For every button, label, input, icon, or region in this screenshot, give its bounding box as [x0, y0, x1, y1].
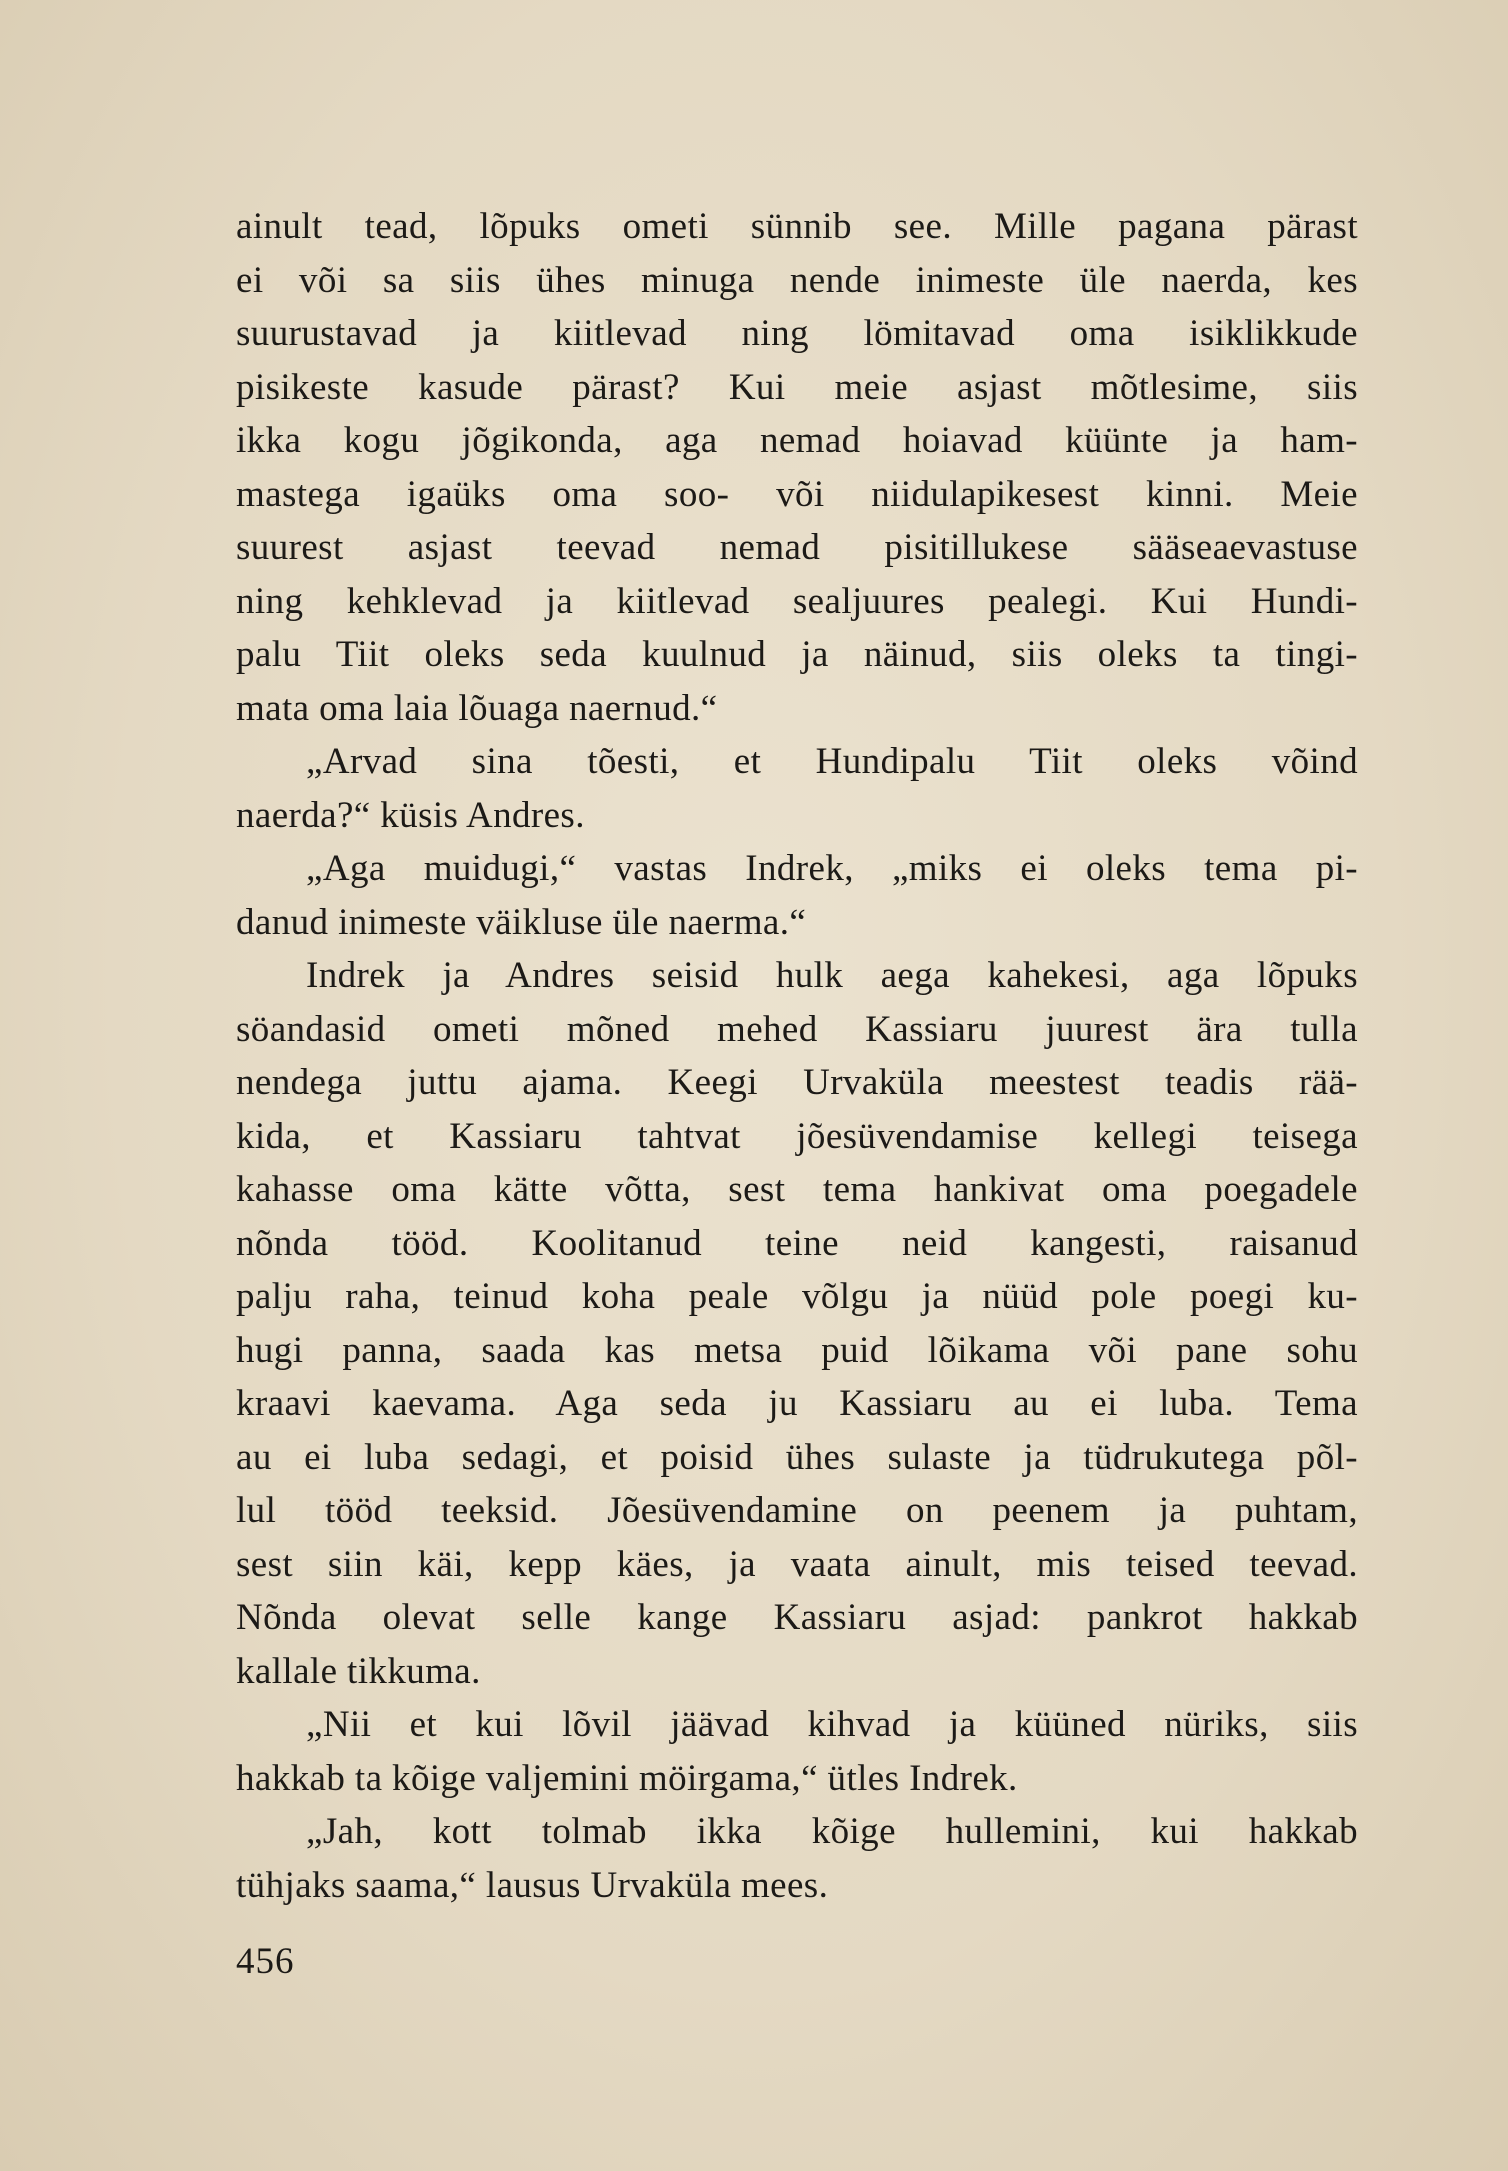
text-line: sest siin käi, kepp käes, ja vaata ainult, mis teised teevad. [236, 1543, 1358, 1585]
text-line: mata oma laia lõuaga naernud.“ [236, 687, 718, 729]
text-line: ikka kogu jõgikonda, aga nemad hoiavad küünte ja ham- [236, 420, 1358, 461]
text-line: lul tööd teeksid. Jõesüvendamine on peenem ja puhtam, [236, 1490, 1358, 1531]
text-line: palju raha, teinud koha peale võlgu ja nüüd pole poegi ku- [236, 1276, 1358, 1317]
text-line: kida, et Kassiaru tahtvat jõesüvendamise kellegi teisega [236, 1115, 1358, 1157]
text-line: kallale tikkuma. [236, 1650, 481, 1692]
text-line: suurustavad ja kiitlevad ning lömitavad oma isiklikkude [236, 313, 1358, 354]
text-line: ei või sa siis ühes minuga nende inimeste üle naerda, kes [236, 259, 1358, 301]
text-line: „Jah, kott tolmab ikka kõige hullemini, kui hakkab [306, 1811, 1358, 1852]
text-line: pisikeste kasude pärast? Kui meie asjast mõtlesime, siis [236, 366, 1358, 408]
body-text [236, 200, 1358, 1912]
text-line: danud inimeste väikluse üle naerma.“ [236, 901, 807, 943]
text-line: „Arvad sina tõesti, et Hundipalu Tiit oleks võind [306, 741, 1358, 782]
text-line: naerda?“ küsis Andres. [236, 794, 585, 836]
text-line: söandasid ometi mõned mehed Kassiaru juurest ära tulla [236, 1008, 1358, 1050]
text-line: ning kehklevad ja kiitlevad sealjuures pealegi. Kui Hundi- [236, 580, 1358, 622]
text-line: „Nii et kui lõvil jäävad kihvad ja küüned nüriks, siis [306, 1704, 1358, 1745]
text-line: kraavi kaevama. Aga seda ju Kassiaru au ei luba. Tema [236, 1383, 1358, 1424]
text-line: hugi panna, saada kas metsa puid lõikama või pane sohu [236, 1329, 1358, 1371]
text-line: tühjaks saama,“ lausus Urvaküla mees. [236, 1864, 829, 1906]
text-line: nendega juttu ajama. Keegi Urvaküla meestest teadis rää- [236, 1062, 1358, 1103]
text-line: mastega igaüks oma soo- või niidulapikesest kinni. Meie [236, 473, 1358, 515]
text-line: Nõnda olevat selle kange Kassiaru asjad: pankrot hakkab [236, 1597, 1358, 1638]
text-line: suurest asjast teevad nemad pisitillukese sääseaevastuse [236, 527, 1358, 568]
text-line: nõnda tööd. Koolitanud teine neid kangesti, raisanud [236, 1222, 1358, 1264]
text-line: „Aga muidugi,“ vastas Indrek, „miks ei oleks tema pi- [306, 848, 1358, 889]
text-line: palu Tiit oleks seda kuulnud ja näinud, siis oleks ta tingi- [236, 634, 1358, 675]
page-number: 456 [236, 1941, 295, 1982]
text-line: ainult tead, lõpuks ometi sünnib see. Mille pagana pärast [236, 206, 1358, 247]
text-line: hakkab ta kõige valjemini möirgama,“ ütles Indrek. [236, 1757, 1018, 1799]
text-line: au ei luba sedagi, et poisid ühes sulaste ja tüdrukutega põl- [236, 1436, 1358, 1478]
text-line: kahasse oma kätte võtta, sest tema hankivat oma poegadele [236, 1169, 1358, 1210]
text-line: Indrek ja Andres seisid hulk aega kahekesi, aga lõpuks [306, 955, 1358, 996]
